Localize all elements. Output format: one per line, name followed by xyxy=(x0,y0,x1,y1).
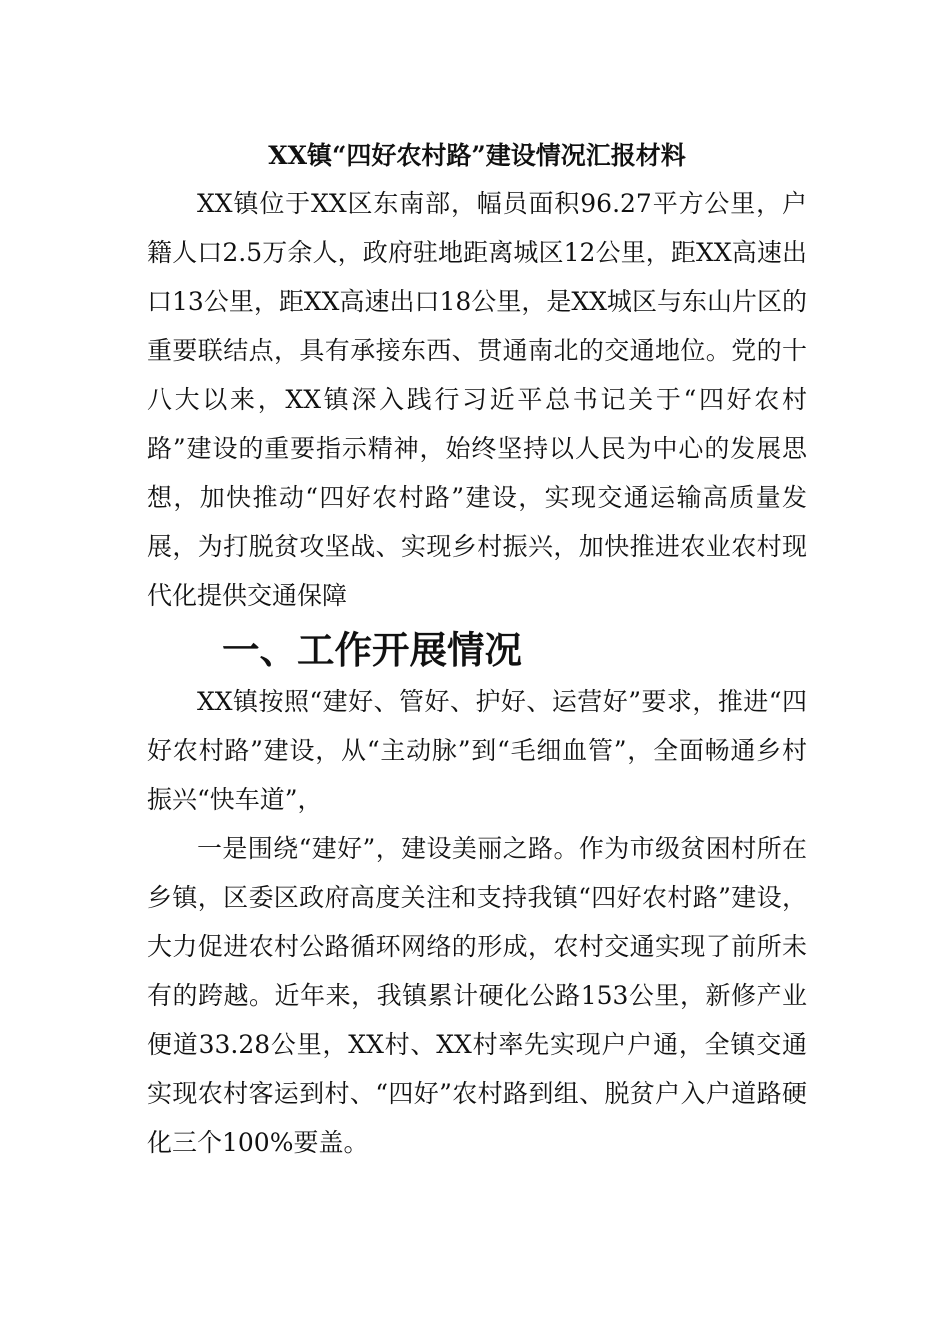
document-title: XX镇“四好农村路”建设情况汇报材料 xyxy=(268,141,686,170)
section-paragraph-build-well: 一是围绕“建好”，建设美丽之路。作为市级贫困村所在乡镇，区委区政府高度关注和支持我镇“四好农村路”建设，大力促进农村公路循环网络的形成，农村交通实现了前所未有的跨越。近年来，我镇累计硬化公路153公里，新修产业便道33.28公里，XX村、XX村率先实现户户通，全镇交通实现农村客运到村、“四好”农村路到组、脱贫户入户道路硬化三个100%要盖。 xyxy=(147,834,807,1157)
document-body xyxy=(147,135,807,1167)
section-heading-work-progress: 一、工作开展情况 xyxy=(222,628,522,672)
section-paragraph-overview: XX镇按照“建好、管好、护好、运营好”要求，推进“四好农村路”建设，从“主动脉”到“毛细血管”，全面畅通乡村振兴“快车道”， xyxy=(147,687,807,814)
intro-paragraph: XX镇位于XX区东南部，幅员面积96.27平方公里，户籍人口2.5万余人，政府驻地距离城区12公里，距XX高速出口13公里，距XX高速出口18公里，是XX城区与东山片区的重要联结点，具有承接东西、贯通南北的交通地位。党的十八大以来，XX镇深入践行习近平总书记关于“四好农村路”建设的重要指示精神，始终坚持以人民为中心的发展思想，加快推动“四好农村路”建设，实现交通运输高质量发展，为打脱贫攻坚战、实现乡村振兴，加快推进农业农村现代化提供交通保障 xyxy=(147,189,807,610)
